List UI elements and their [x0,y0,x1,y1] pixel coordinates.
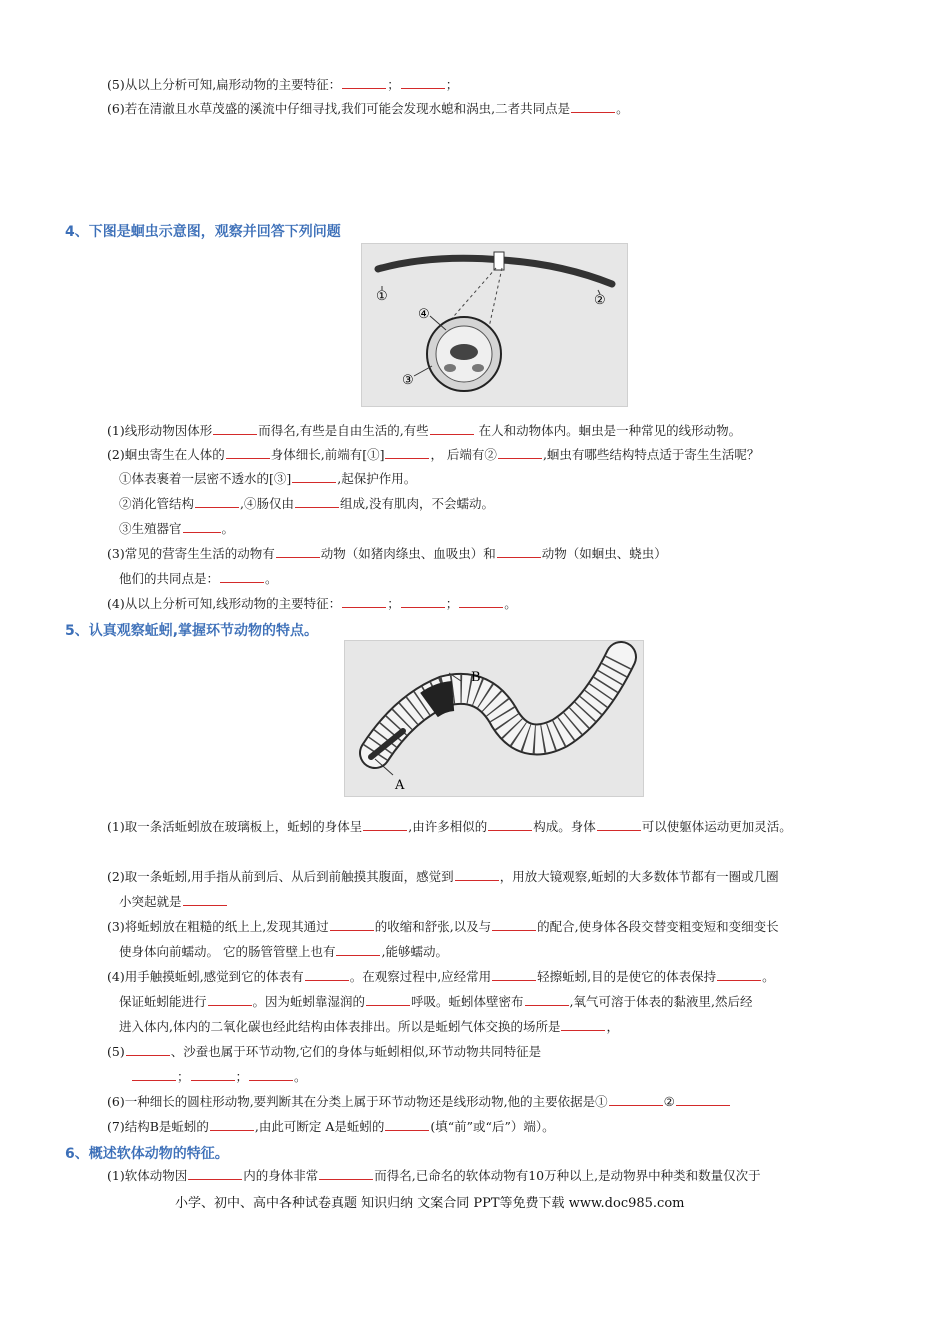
answer-blank[interactable] [183,893,227,906]
page-footer: 小学、初中、高中各种试卷真题 知识归纳 文案合同 PPT等免费下载 www.doc985.com [175,1196,685,1211]
roundworm-diagram [362,244,627,406]
answer-blank[interactable] [366,993,410,1006]
answer-blank[interactable] [132,1068,176,1081]
answer-blank[interactable] [525,993,569,1006]
answer-blank[interactable] [401,76,445,89]
q5-item3: (3)将蚯蚓放在粗糙的纸上上,发现其通过 的收缩和舒张,以及与 的配合,使身体各段交替变粗变短和变细变长 [107,919,779,934]
figure-label-a: A [395,778,405,793]
q4-item1: (1)线形动物因体形 而得名,有些是自由生活的,有些 在人和动物体内。蛔虫是一种常见的线形动物。 [107,423,742,438]
q5-item7: (7)结构B是蚯蚓的 ,由此可断定 A是蚯蚓的 (填“前”或“后”）端）。 [107,1119,555,1134]
answer-blank[interactable] [385,1118,429,1131]
answer-blank[interactable] [717,968,761,981]
q5-item2: (2)取一条蚯蚓,用手指从前到后、从后到前触摸其腹面，感觉到 ，用放大镜观察,蚯蚓的大多数体节都有一圈或几圈 [107,869,779,884]
answer-blank[interactable] [213,422,257,435]
answer-blank[interactable] [609,1093,663,1106]
answer-blank[interactable] [342,595,386,608]
q5-item6: (6)一种细长的圆柱形动物,要判断其在分类上属于环节动物还是线形动物,他的主要依据是① ② [107,1093,731,1111]
answer-blank[interactable] [401,595,445,608]
q4-sub3: ③生殖器官 。 [119,521,235,536]
figure-label-4: ④ [418,307,430,322]
q3-item6: (6)若在清澈且水草茂盛的溪流中仔细寻找,我们可能会发现水螅和涡虫,二者共同点是 。 [107,101,629,116]
earthworm-figure [344,640,644,797]
answer-blank[interactable] [126,1043,170,1056]
answer-blank[interactable] [188,1167,242,1180]
answer-blank[interactable] [561,1018,605,1031]
q4-item2: (2)蛔虫寄生在人体的 身体细长,前端有[①] ， 后端有② ,蛔虫有哪些结构特点适于寄生生活呢？ [107,447,760,462]
answer-blank[interactable] [330,918,374,931]
q5-item1: (1)取一条活蚯蚓放在玻璃板上，蚯蚓的身体呈 ,由许多相似的 构成。身体 可以使躯体运动更加灵活。 [107,819,792,834]
answer-blank[interactable] [488,818,532,831]
q5-item4-cont: 保证蚯蚓能进行 。因为蚯蚓靠湿润的 呼吸。蚯蚓体壁密布 ,氧气可溶于体表的黏液里,然后经 [119,994,753,1009]
answer-blank[interactable] [676,1093,730,1106]
q4-item3: (3)常见的营寄生生活的动物有 动物（如猪肉绦虫、血吸虫）和 动物（如蛔虫、蛲虫） [107,546,667,561]
answer-blank[interactable] [191,1068,235,1081]
answer-blank[interactable] [195,495,239,508]
answer-blank[interactable] [459,595,503,608]
q4-sub2: ②消化管结构 ,④肠仅由 组成,没有肌肉，不会蠕动。 [119,496,494,511]
q5-item3-cont: 使身体向前蠕动。 它的肠管管壁上也有 ,能够蠕动。 [119,944,448,959]
answer-blank[interactable] [305,968,349,981]
figure-label-3: ③ [402,373,414,388]
answer-blank[interactable] [498,446,542,459]
q3-item5: (5)从以上分析可知,扁形动物的主要特征： ； ； [107,77,459,92]
answer-blank[interactable] [276,545,320,558]
answer-blank[interactable] [492,968,536,981]
figure-label-1: ① [376,289,388,304]
answer-blank[interactable] [208,993,252,1006]
q5-item5: (5) 、沙蚕也属于环节动物,它们的身体与蚯蚓相似,环节动物共同特征是 [107,1044,542,1059]
q4-item4: (4)从以上分析可知,线形动物的主要特征： ； ； 。 [107,596,517,611]
answer-blank[interactable] [220,570,264,583]
answer-blank[interactable] [385,446,429,459]
answer-blank[interactable] [430,422,474,435]
answer-blank[interactable] [597,818,641,831]
answer-blank[interactable] [210,1118,254,1131]
answer-blank[interactable] [363,818,407,831]
answer-blank[interactable] [336,943,380,956]
q5-item4-cont2: 进入体内,体内的二氧化碳也经此结构由体表排出。所以是蚯蚓气体交换的场所是 ， [119,1019,619,1034]
answer-blank[interactable] [319,1167,373,1180]
q4-sub1: ①体表裹着一层密不透水的[③] ,起保护作用。 [119,471,417,486]
answer-blank[interactable] [492,918,536,931]
answer-blank[interactable] [226,446,270,459]
q5-heading: 5、认真观察蚯蚓,掌握环节动物的特点。 [65,623,319,639]
answer-blank[interactable] [292,470,336,483]
q6-item1: (1)软体动物因 内的身体非常 而得名,已命名的软体动物有10万种以上,是动物界中种类和数量仅次于 [107,1168,761,1183]
figure-label-b: B [471,670,481,685]
answer-blank[interactable] [183,520,221,533]
answer-blank[interactable] [249,1068,293,1081]
q5-item4: (4)用手触摸蚯蚓,感觉到它的体表有 。在观察过程中,应经常用 轻擦蚯蚓,目的是使它的体表保持 。 [107,969,775,984]
q4-item3-cont: 他们的共同点是： 。 [119,571,278,586]
answer-blank[interactable] [455,868,499,881]
answer-blank[interactable] [342,76,386,89]
q6-heading: 6、概述软体动物的特征。 [65,1146,229,1162]
answer-blank[interactable] [295,495,339,508]
q5-item2-cont: 小突起就是 [119,893,228,911]
roundworm-figure [361,243,628,407]
figure-label-2: ② [594,293,606,308]
answer-blank[interactable] [571,100,615,113]
earthworm-diagram [345,641,643,796]
q4-heading: 4、下图是蛔虫示意图，观察并回答下列问题 [65,224,341,240]
answer-blank[interactable] [497,545,541,558]
q5-item5-cont: ； ； 。 [131,1068,307,1086]
